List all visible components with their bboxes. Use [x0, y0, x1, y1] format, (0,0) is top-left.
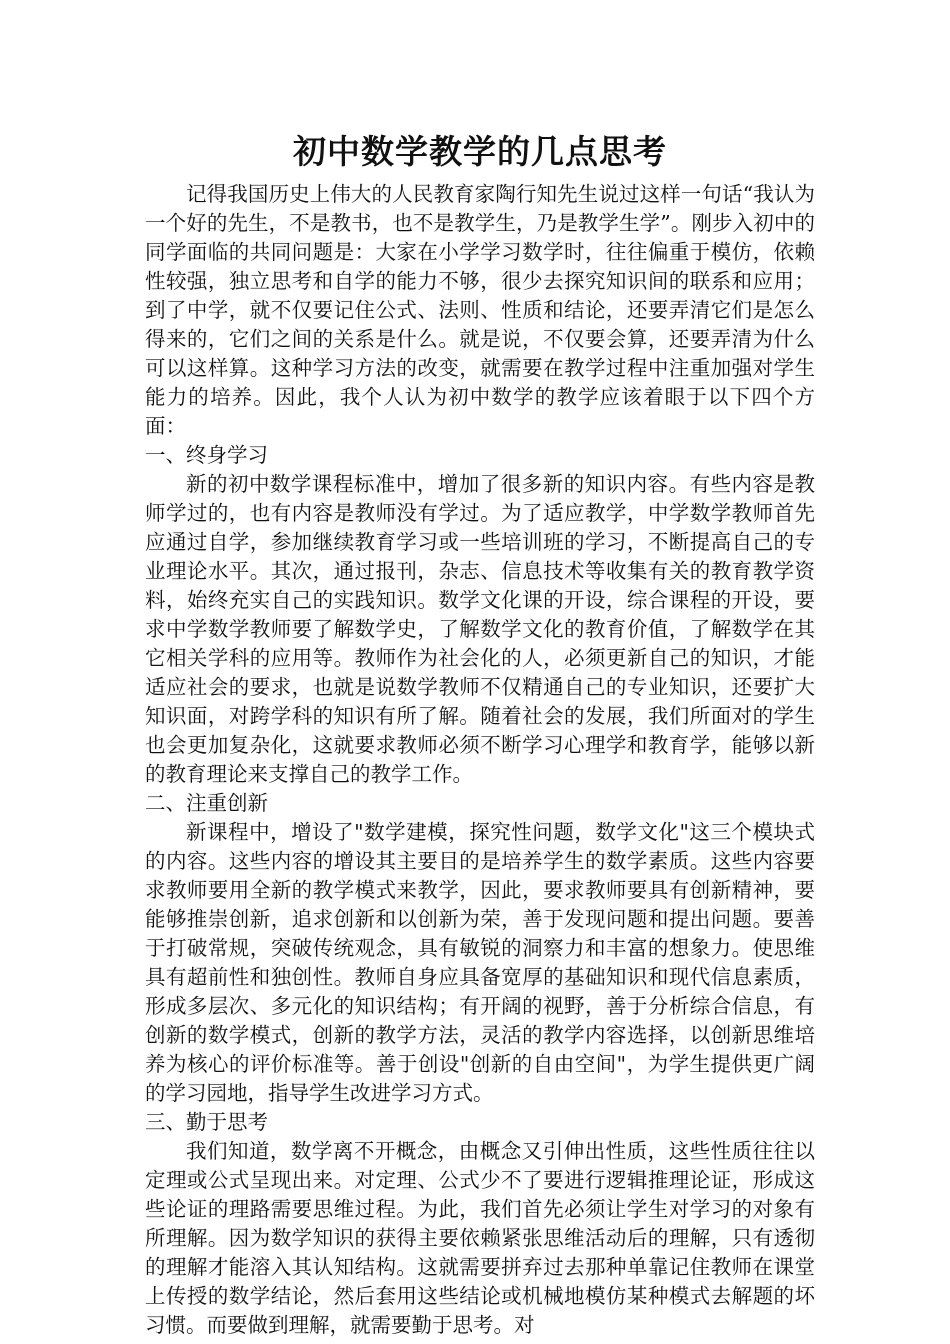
section-heading: 一、终身学习	[145, 443, 268, 467]
document-title: 初中数学教学的几点思考	[293, 132, 667, 171]
section-innovation	[145, 789, 815, 1108]
section-body: 新的初中数学课程标准中，增加了很多新的知识内容。有些内容是教师学过的，也有内容是教师没有学过。为了适应教学，中学数学教师首先应通过自学，参加继续教育学习或一些培训班的学习，不断提高自己的专业理论水平。其次，通过报刊，杂志、信息技术等收集有关的教育教学资料，始终充实自己的实践知识。数学文化课的开设，综合课程的开设，要求中学数学教师要了解数学史，了解数学文化的教育价值，了解数学在其它相关学科的应用等。教师作为社会化的人，必须更新自己的知识，才能适应社会的要求，也就是说数学教师不仅精通自己的专业知识，还要扩大知识面，对跨学科的知识有所了解。随着社会的发展，我们所面对的学生也会更加复杂化，这就要求教师必须不断学习心理学和教育学，能够以新的教育理论来支撑自己的教学工作。	[145, 472, 815, 786]
section-heading: 二、注重创新	[145, 791, 268, 815]
document-page	[145, 126, 815, 1340]
section-heading: 三、勤于思考	[145, 1110, 268, 1134]
section-thinking	[145, 1108, 815, 1340]
section-body: 新课程中，增设了"数学建模，探究性问题，数学文化"这三个模块式的内容。这些内容的增设其主要目的是培养学生的数学素质。这些内容要求教师要用全新的教学模式来教学，因此，要求教师要具有创新精神，要能够推崇创新，追求创新和以创新为荣，善于发现问题和提出问题。要善于打破常规，突破传统观念，具有敏锐的洞察力和丰富的想象力。使思维具有超前性和独创性。教师自身应具备宽厚的基础知识和现代信息素质，形成多层次、多元化的知识结构；有开阔的视野，善于分析综合信息，有创新的数学模式，创新的教学方法，灵活的教学内容选择，以创新思维培养为核心的评价标准等。善于创设"创新的自由空间"，为学生提供更广阔的学习园地，指导学生改进学习方式。	[145, 820, 815, 1105]
section-lifelong-learning	[145, 441, 815, 789]
intro-paragraph: 记得我国历史上伟大的人民教育家陶行知先生说过这样一句话“我认为一个好的先生，不是教书，也不是教学生，乃是教学生学”。刚步入初中的同学面临的共同问题是：大家在小学学习数学时，往往偏重于模仿，依赖性较强，独立思考和自学的能力不够，很少去探究知识间的联系和应用；到了中学，就不仅要记住公式、法则、性质和结论，还要弄清它们是怎么得来的，它们之间的关系是什么。就是说，不仅要会算，还要弄清为什么可以这样算。这种学习方法的改变，就需要在教学过程中注重加强对学生能力的培养。因此，我个人认为初中数学的教学应该着眼于以下四个方面：	[145, 182, 815, 438]
section-body: 我们知道，数学离不开概念，由概念又引伸出性质，这些性质往往以定理或公式呈现出来。对定理、公式少不了要进行逻辑推理论证，形成这些论证的理路需要思维过程。为此，我们首先必须让学生对学习的对象有所理解。因为数学知识的获得主要依赖紧张思维活动后的理解，只有透彻的理解才能溶入其认知结构。这就需要拼弃过去那种单靠记住教师在课堂上传授的数学结论，然后套用这些结论或机械地模仿某种模式去解题的坏习惯。而要做到理解，就需要勤于思考。对	[145, 1139, 815, 1337]
